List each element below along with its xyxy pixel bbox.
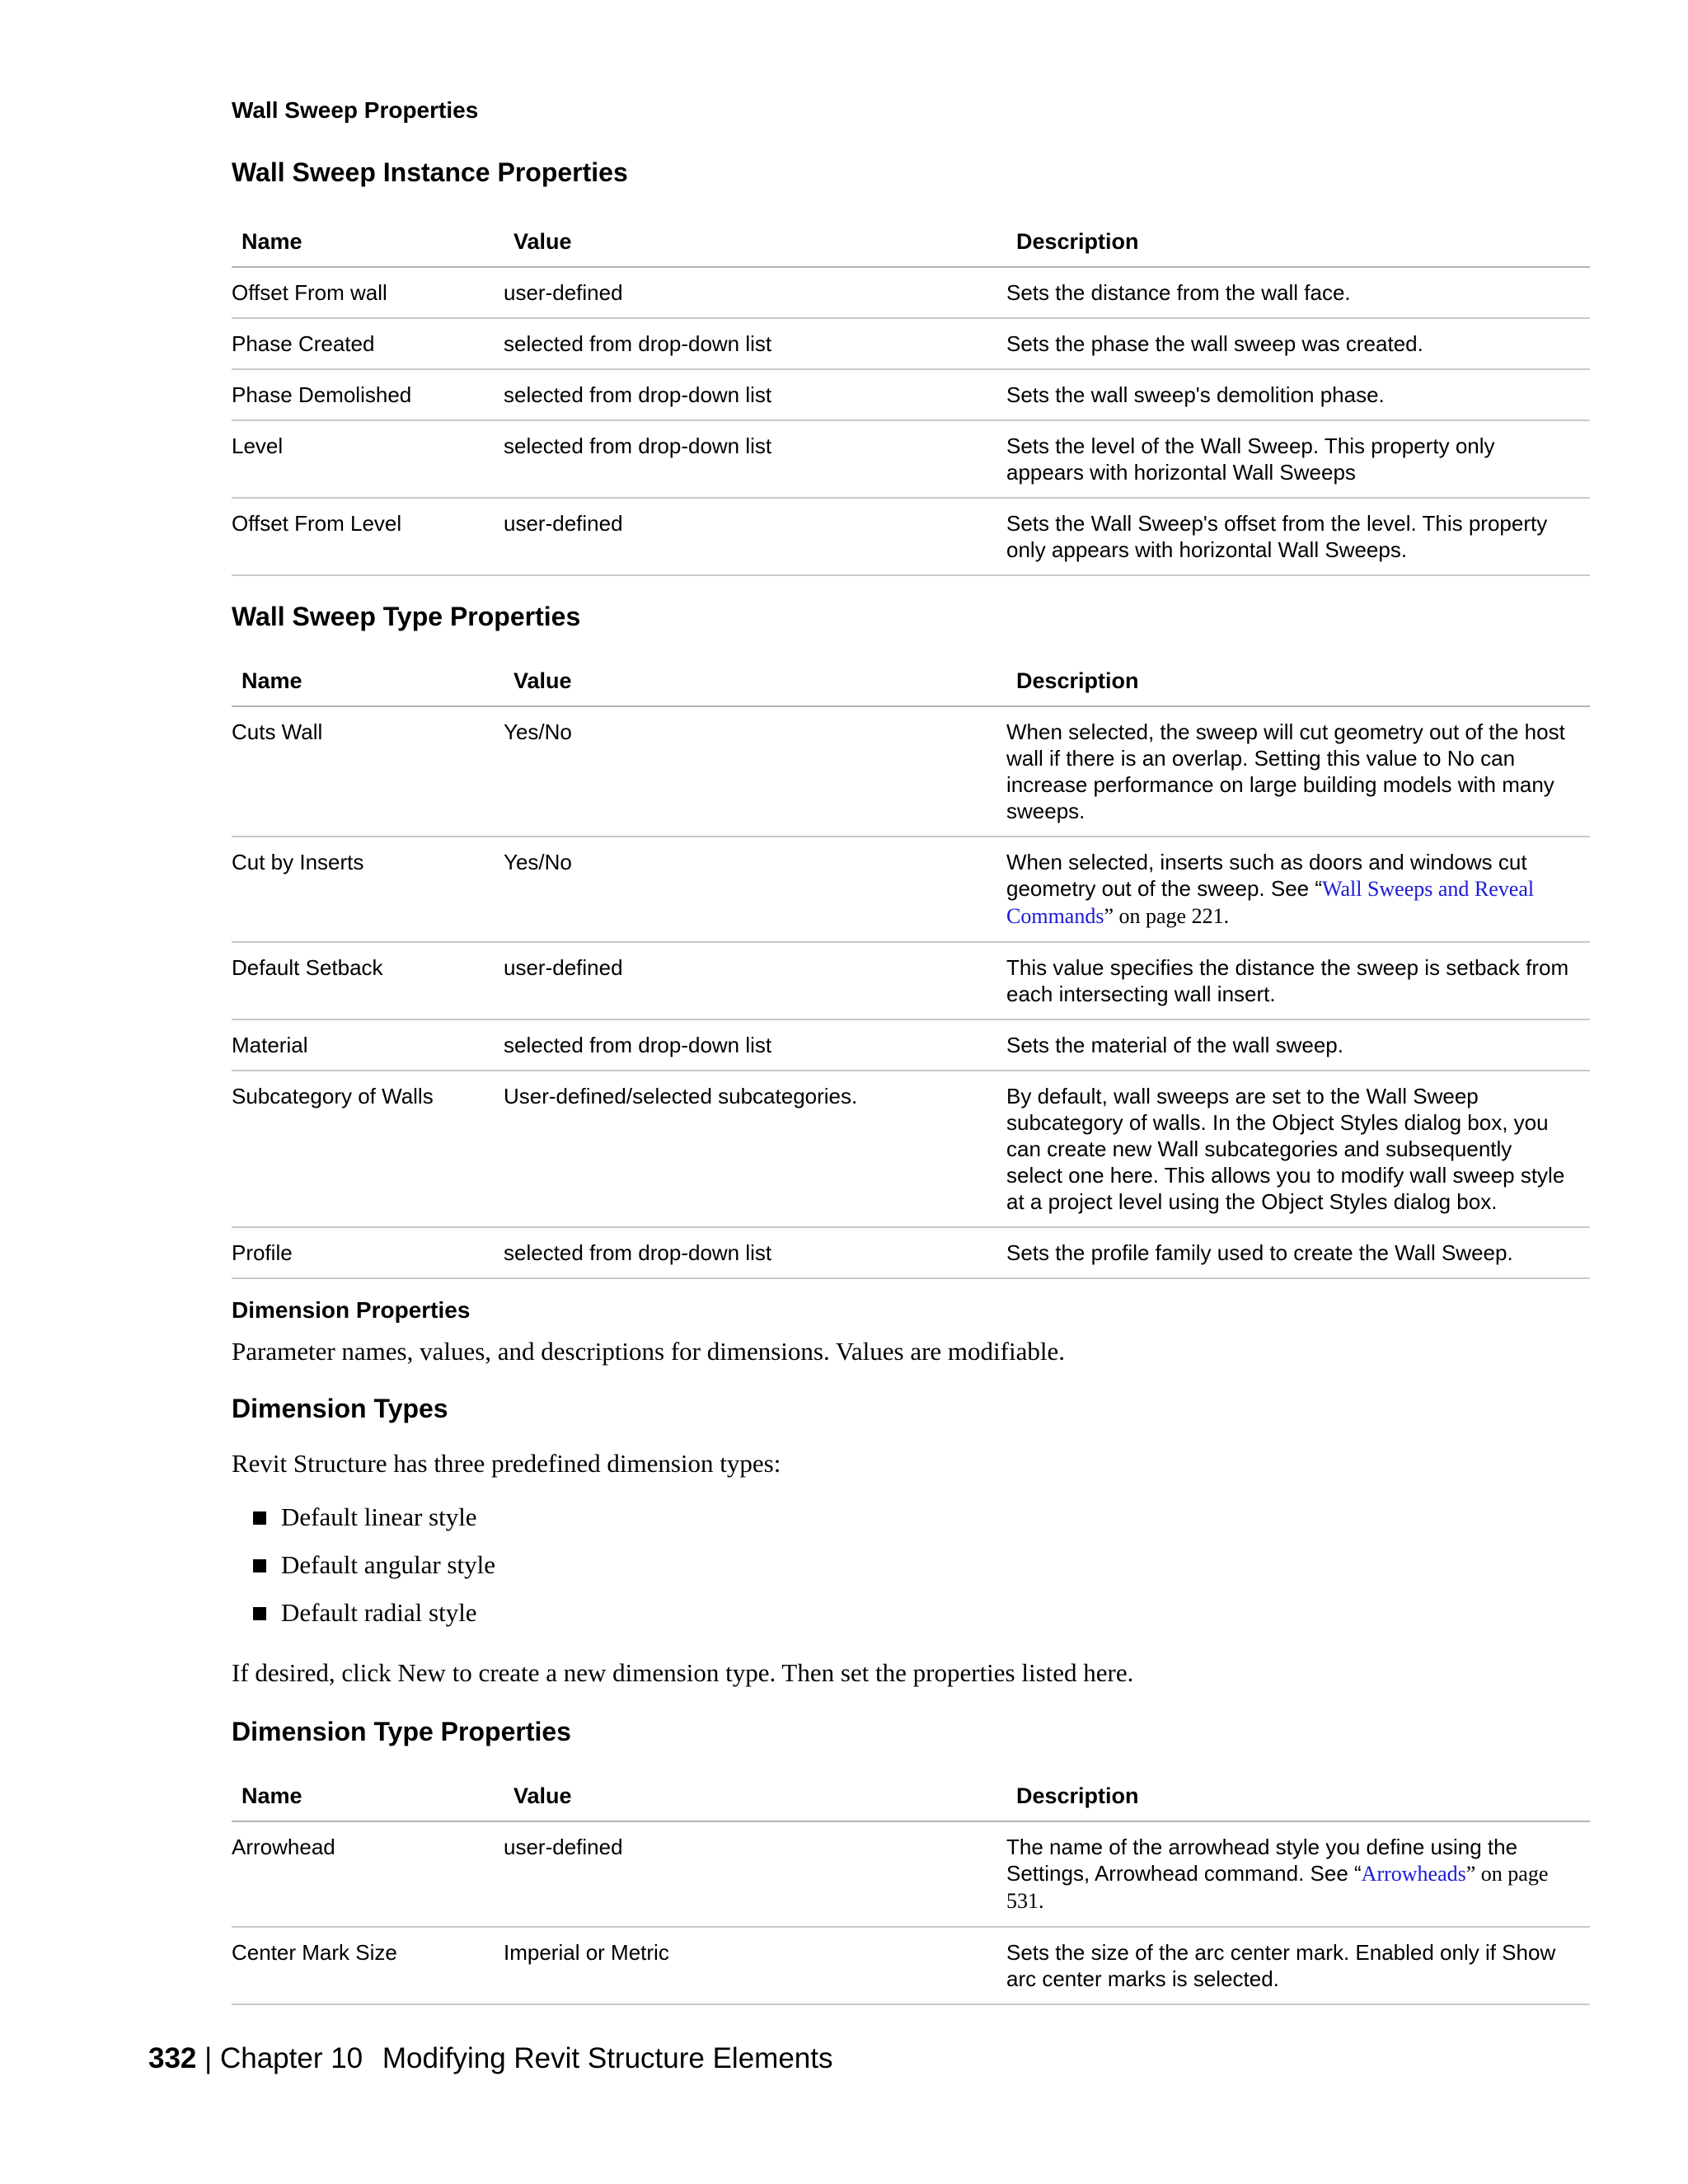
cell-value: selected from drop-down list <box>504 420 1006 498</box>
dimension-properties-heading: Dimension Properties <box>232 1297 471 1323</box>
cell-description <box>1006 1821 1590 1927</box>
arrowheads-link[interactable]: Arrowheads <box>1361 1862 1466 1886</box>
list-item-text: Default radial style <box>281 1598 477 1627</box>
column-header-name: Name <box>232 218 504 267</box>
cell-description: When selected, the sweep will cut geometry out of the host wall if there is an overlap. Setting this value to No can increase performance on large building models with many sweeps. <box>1006 706 1590 837</box>
column-header-value: Value <box>504 218 1006 267</box>
column-header-description: Description <box>1006 657 1590 706</box>
table-row <box>232 1927 1590 2004</box>
list-item <box>232 1493 1590 1541</box>
cell-description: Sets the material of the wall sweep. <box>1006 1019 1590 1071</box>
cell-description: Sets the wall sweep's demolition phase. <box>1006 369 1590 420</box>
cell-description: Sets the profile family used to create the Wall Sweep. <box>1006 1227 1590 1278</box>
cell-value: selected from drop-down list <box>504 1227 1006 1278</box>
cell-value: User-defined/selected subcategories. <box>504 1071 1006 1227</box>
cell-description: This value specifies the distance the sweep is setback from each intersecting wall insert. <box>1006 942 1590 1019</box>
table-row <box>232 1019 1590 1071</box>
cell-description: Sets the size of the arc center mark. Enabled only if Show arc center marks is selected. <box>1006 1927 1590 2004</box>
cell-value: selected from drop-down list <box>504 1019 1006 1071</box>
wall-sweep-instance-title: Wall Sweep Instance Properties <box>232 157 628 187</box>
cell-description <box>1006 837 1590 942</box>
table-row <box>232 420 1590 498</box>
dimension-type-properties-title: Dimension Type Properties <box>232 1717 571 1746</box>
footer-separator: | <box>204 2042 213 2074</box>
table-row <box>232 498 1590 575</box>
page-reference-text: ” on page 221. <box>1104 904 1230 928</box>
list-item-text: Default angular style <box>281 1550 495 1579</box>
cell-name: Arrowhead <box>232 1821 504 1927</box>
list-item-text: Default linear style <box>281 1502 477 1531</box>
column-header-description: Description <box>1006 1772 1590 1821</box>
wall-sweep-properties-heading: Wall Sweep Properties <box>232 97 479 123</box>
table-row <box>232 1821 1590 1927</box>
dimension-type-table <box>232 1772 1590 2005</box>
table-row <box>232 942 1590 1019</box>
list-item <box>232 1541 1590 1589</box>
cell-description: Sets the Wall Sweep's offset from the level. This property only appears with horizontal Wall Sweeps. <box>1006 498 1590 575</box>
cell-name: Profile <box>232 1227 504 1278</box>
footer-chapter: Chapter 10 <box>219 2042 363 2074</box>
cell-name: Offset From wall <box>232 267 504 318</box>
cell-name: Phase Created <box>232 318 504 369</box>
cell-name: Subcategory of Walls <box>232 1071 504 1227</box>
cell-description: Sets the distance from the wall face. <box>1006 267 1590 318</box>
table-row <box>232 318 1590 369</box>
table-row <box>232 837 1590 942</box>
cell-name: Offset From Level <box>232 498 504 575</box>
table-row <box>232 1071 1590 1227</box>
column-header-name: Name <box>232 1772 504 1821</box>
dimension-types-title: Dimension Types <box>232 1394 448 1423</box>
cell-value: Yes/No <box>504 837 1006 942</box>
bullet-square-icon <box>253 1559 266 1572</box>
wall-sweep-instance-table <box>232 218 1590 576</box>
dimension-types-intro: Revit Structure has three predefined dimension types: <box>232 1449 781 1478</box>
table-header-row <box>232 1772 1590 1821</box>
page-reference-text: ” on page 531. <box>1006 1862 1549 1913</box>
table-row <box>232 1227 1590 1278</box>
cell-description: By default, wall sweeps are set to the Wall Sweep subcategory of walls. In the Object Styles dialog box, you can create new Wall subcategories and subsequently select one here. This allows you to modify wall sweep style at a project level using the Object Styles dialog box. <box>1006 1071 1590 1227</box>
dimension-types-list <box>232 1493 1590 1637</box>
bullet-square-icon <box>253 1511 266 1525</box>
wall-sweeps-reveal-link[interactable]: Wall Sweeps and Reveal Commands <box>1006 877 1535 928</box>
cell-value: selected from drop-down list <box>504 369 1006 420</box>
bullet-square-icon <box>253 1607 266 1620</box>
column-header-description: Description <box>1006 218 1590 267</box>
cell-name: Cut by Inserts <box>232 837 504 942</box>
description-text: The name of the arrowhead style you define using the Settings, Arrowhead command. See “ <box>1006 1835 1518 1886</box>
column-header-value: Value <box>504 657 1006 706</box>
cell-name: Material <box>232 1019 504 1071</box>
table-row <box>232 706 1590 837</box>
list-item <box>232 1589 1590 1637</box>
cell-name: Level <box>232 420 504 498</box>
column-header-name: Name <box>232 657 504 706</box>
table-header-row <box>232 218 1590 267</box>
table-row <box>232 369 1590 420</box>
cell-name: Center Mark Size <box>232 1927 504 2004</box>
cell-description: Sets the phase the wall sweep was created. <box>1006 318 1590 369</box>
dimension-intro-paragraph: Parameter names, values, and descriptions for dimensions. Values are modifiable. <box>232 1337 1065 1366</box>
cell-value: user-defined <box>504 942 1006 1019</box>
cell-value: Yes/No <box>504 706 1006 837</box>
cell-name: Cuts Wall <box>232 706 504 837</box>
wall-sweep-type-table <box>232 657 1590 1279</box>
page-footer <box>148 2042 832 2075</box>
cell-name: Phase Demolished <box>232 369 504 420</box>
page-content <box>232 92 1590 2005</box>
table-header-row <box>232 657 1590 706</box>
new-type-paragraph: If desired, click New to create a new dimension type. Then set the properties listed here. <box>232 1658 1134 1687</box>
column-header-value: Value <box>504 1772 1006 1821</box>
footer-chapter-title: Modifying Revit Structure Elements <box>382 2042 833 2074</box>
wall-sweep-type-title: Wall Sweep Type Properties <box>232 602 581 631</box>
cell-description: Sets the level of the Wall Sweep. This property only appears with horizontal Wall Sweeps <box>1006 420 1590 498</box>
cell-value: selected from drop-down list <box>504 318 1006 369</box>
page-number: 332 <box>148 2042 197 2074</box>
table-row <box>232 267 1590 318</box>
description-text: When selected, inserts such as doors and windows cut geometry out of the sweep. See “ <box>1006 850 1527 901</box>
cell-value: user-defined <box>504 267 1006 318</box>
cell-value: Imperial or Metric <box>504 1927 1006 2004</box>
cell-name: Default Setback <box>232 942 504 1019</box>
cell-value: user-defined <box>504 1821 1006 1927</box>
cell-value: user-defined <box>504 498 1006 575</box>
